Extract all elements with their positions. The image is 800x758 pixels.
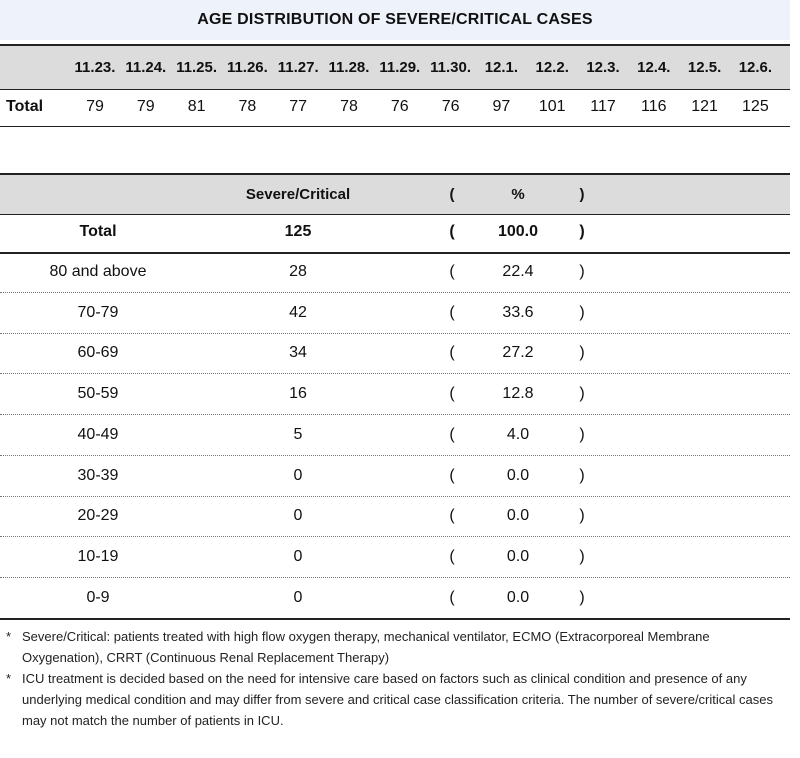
paren-open: ( — [449, 303, 455, 321]
age-table-header-row — [0, 173, 790, 215]
daily-total-value: 97 — [492, 98, 511, 115]
age-group-count: 16 — [289, 385, 307, 403]
age-col-header — [0, 175, 196, 214]
age-group-percent: 27.2 — [502, 344, 534, 362]
paren-open: ( — [449, 186, 455, 203]
age-group-label: 80 and above — [49, 263, 147, 280]
daily-total-value: 76 — [390, 98, 409, 115]
date-header-cell: 11.26. — [226, 59, 268, 76]
age-group-label: 10-19 — [77, 547, 119, 565]
footnote — [6, 626, 794, 668]
age-group-count: 34 — [289, 344, 307, 362]
daily-total-row — [0, 88, 790, 127]
daily-total-value: 78 — [340, 98, 358, 115]
daily-total-value: 125 — [742, 98, 769, 115]
age-group-label: 70-79 — [77, 303, 119, 321]
age-group-label: 0-9 — [86, 588, 110, 606]
daily-total-value: 117 — [590, 98, 616, 115]
paren-open: ( — [449, 385, 455, 403]
daily-total-label: Total — [6, 98, 44, 115]
age-group-row — [0, 496, 790, 537]
age-group-count: 0 — [293, 507, 303, 525]
daily-total-value: 121 — [691, 98, 718, 115]
date-header-cell: 12.1. — [484, 59, 519, 76]
age-group-percent: 0.0 — [506, 588, 530, 606]
date-header-cell: 11.30. — [430, 59, 472, 76]
age-group-row — [0, 578, 790, 620]
daily-total-value: 78 — [238, 98, 257, 115]
age-group-row — [0, 252, 790, 293]
age-group-row — [0, 333, 790, 374]
daily-total-value: 76 — [441, 98, 460, 115]
daily-total-value: 116 — [641, 98, 667, 115]
paren-close: ) — [579, 588, 585, 606]
age-group-percent: 0.0 — [506, 547, 530, 565]
age-group-count: 5 — [293, 425, 303, 443]
paren-close: ) — [579, 385, 585, 403]
date-header-cell: 11.24. — [125, 59, 167, 76]
age-group-count: 42 — [289, 303, 307, 321]
age-group-percent: 0.0 — [506, 507, 530, 525]
daily-date-header-row — [0, 44, 790, 90]
date-header-cell: 11.29. — [379, 59, 421, 76]
age-group-row — [0, 374, 790, 415]
daily-total-value: 81 — [187, 98, 206, 115]
paren-close: ) — [579, 263, 585, 280]
footnote-text: Severe/Critical: patients treated with high flow oxygen therapy, mechanical ventilator, ECMO (Extracorporeal Membrane Oxygenation), CRRT (Continuous Renal Replacement Therapy) — [22, 629, 710, 665]
severe-critical-col-header: Severe/Critical — [245, 186, 351, 203]
age-group-count: 28 — [289, 263, 307, 280]
daily-total-value: 101 — [538, 98, 566, 115]
age-group-count: 0 — [293, 547, 303, 565]
date-header-cell: 11.27. — [277, 59, 319, 76]
age-group-label: 20-29 — [77, 507, 119, 525]
total-percent: 100.0 — [497, 223, 539, 240]
date-header-cell: 11.23. — [74, 59, 116, 76]
footnote-marker: * — [6, 629, 12, 644]
age-group-label: 30-39 — [77, 466, 119, 484]
date-header-cell: 12.4. — [637, 59, 671, 76]
paren-open: ( — [449, 588, 455, 606]
age-group-percent: 22.4 — [502, 263, 534, 280]
age-group-row — [0, 537, 790, 578]
paren-open: ( — [449, 263, 455, 280]
age-group-row — [0, 415, 790, 456]
paren-open: ( — [449, 223, 455, 240]
paren-close: ) — [579, 547, 585, 565]
age-group-count: 0 — [293, 588, 303, 606]
age-group-percent: 33.6 — [502, 303, 534, 321]
age-group-percent: 4.0 — [506, 425, 530, 443]
total-count: 125 — [284, 223, 312, 240]
footnotes — [6, 626, 794, 731]
date-header-cell: 12.6. — [738, 59, 773, 76]
age-group-row — [0, 456, 790, 497]
date-header-cell: 12.2. — [535, 59, 569, 76]
date-header-cell: 12.3. — [586, 59, 620, 76]
paren-open: ( — [449, 547, 455, 565]
footnote-text: ICU treatment is decided based on the need for intensive care based on factors such as clinical condition and presence of any underlying medical condition and may differ from severe and critical case classification criteria. The number of severe/critical cases may not match the number of patients in ICU. — [22, 671, 773, 728]
daily-total-value: 79 — [136, 98, 155, 115]
date-header-cell: 12.5. — [687, 59, 722, 76]
age-group-percent: 12.8 — [502, 385, 534, 403]
footnote-marker: * — [6, 671, 12, 686]
age-group-count: 0 — [293, 466, 303, 484]
age-group-row — [0, 293, 790, 334]
daily-total-value: 77 — [289, 98, 308, 115]
paren-close: ) — [579, 425, 585, 443]
age-table-total-row — [0, 212, 790, 254]
age-group-label: 40-49 — [77, 425, 119, 443]
paren-open: ( — [449, 466, 455, 484]
paren-close: ) — [579, 466, 585, 484]
paren-open: ( — [449, 507, 455, 525]
paren-close: ) — [579, 507, 585, 525]
paren-close: ) — [579, 344, 585, 362]
percent-col-header: % — [511, 186, 525, 203]
paren-close: ) — [579, 186, 585, 203]
paren-close: ) — [579, 303, 585, 321]
total-label: Total — [79, 223, 117, 240]
page-title — [0, 0, 790, 40]
paren-open: ( — [449, 425, 455, 443]
page-title-text: AGE DISTRIBUTION OF SEVERE/CRITICAL CASES — [197, 11, 593, 28]
paren-close: ) — [579, 223, 585, 240]
age-group-percent: 0.0 — [506, 466, 530, 484]
age-group-label: 60-69 — [77, 344, 119, 362]
date-header-cell: 11.28. — [328, 59, 370, 76]
footnote — [6, 668, 794, 731]
daily-total-value: 79 — [86, 98, 104, 115]
paren-open: ( — [449, 344, 455, 362]
age-group-label: 50-59 — [77, 385, 119, 403]
date-header-cell: 11.25. — [176, 59, 218, 76]
